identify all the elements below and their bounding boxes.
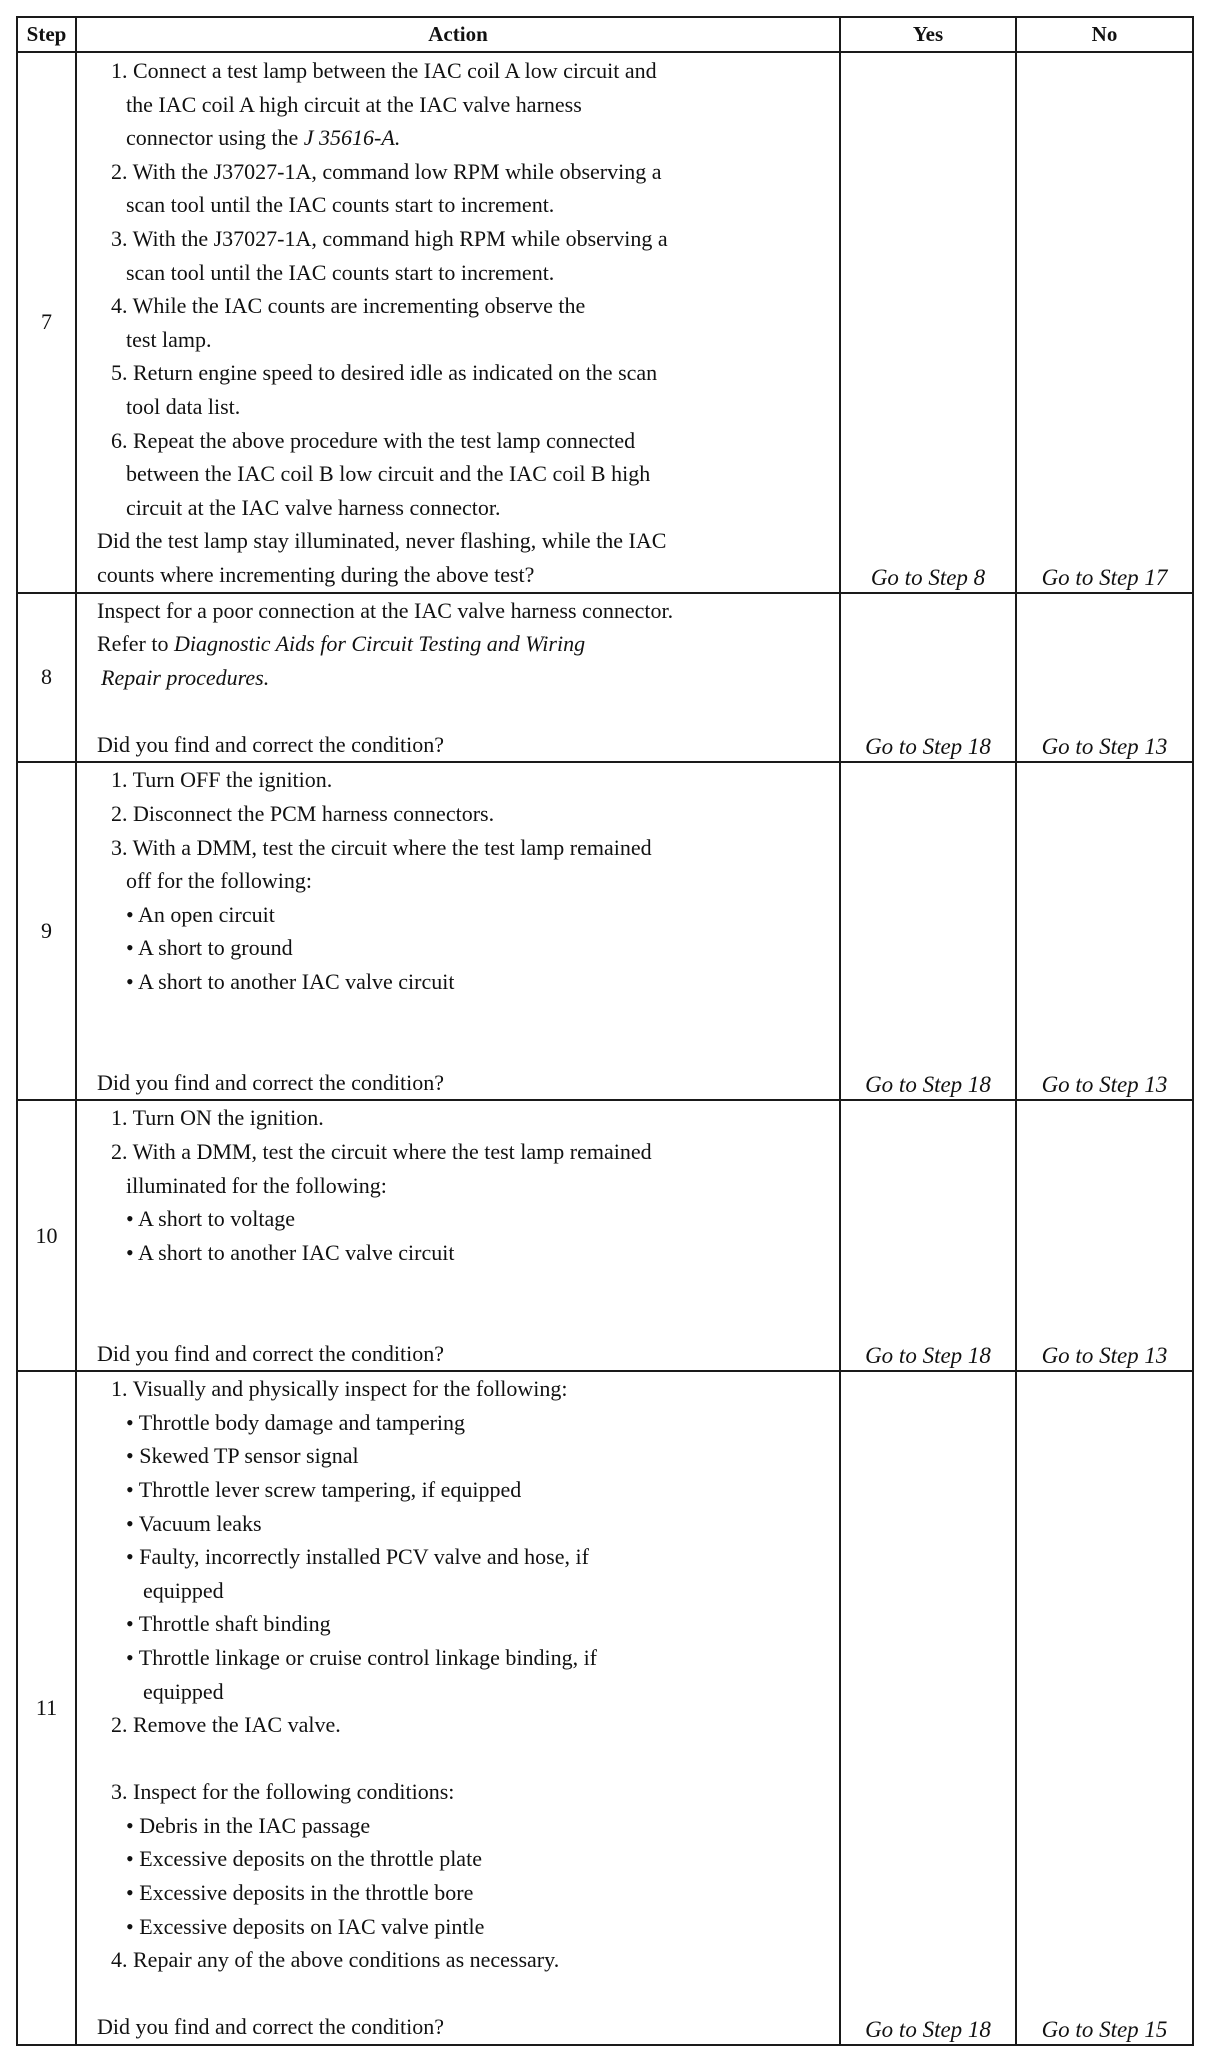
bullet-item: • An open circuit [126, 901, 275, 927]
bullet-item: • Throttle lever screw tampering, if equipped [126, 1476, 522, 1502]
action-line: 2. With the J37027-1A, command low RPM while observing a [111, 158, 662, 184]
bullet-item: • A short to another IAC valve circuit [126, 1239, 455, 1265]
action-line: 2. Remove the IAC valve. [111, 1712, 341, 1738]
action-cell [76, 1371, 840, 2045]
action-line: 3. With the J37027-1A, command high RPM while observing a [111, 225, 668, 251]
action-line: 1. Turn ON the ignition. [111, 1105, 324, 1131]
question-line: Did the test lamp stay illuminated, never flashing, while the IAC [97, 528, 667, 554]
action-line: test lamp. [126, 326, 212, 352]
action-line: tool data list. [126, 393, 241, 419]
bullet-item: • Throttle shaft binding [126, 1611, 331, 1637]
header-action: Action [76, 17, 840, 52]
yes-cell: Go to Step 8 [840, 52, 1016, 593]
action-line: 4. While the IAC counts are incrementing observe the [111, 293, 586, 319]
bullet-item: • Excessive deposits on IAC valve pintle [126, 1913, 485, 1939]
table-row [17, 593, 1193, 763]
action-line: 4. Repair any of the above conditions as necessary. [111, 1947, 560, 1973]
table-row [17, 1100, 1193, 1371]
bullet-item: • Vacuum leaks [126, 1510, 262, 1536]
question-line: Did you find and correct the condition? [97, 1069, 445, 1095]
action-line: scan tool until the IAC counts start to increment. [126, 192, 555, 218]
yes-cell: Go to Step 18 [840, 1371, 1016, 2045]
action-cell [76, 52, 840, 593]
header-row [17, 17, 1193, 52]
yes-cell: Go to Step 18 [840, 762, 1016, 1100]
table-row [17, 52, 1193, 593]
action-line: 3. With a DMM, test the circuit where the test lamp remained [111, 834, 652, 860]
action-line: between the IAC coil B low circuit and the IAC coil B high [126, 461, 651, 487]
bullet-item: • Faulty, incorrectly installed PCV valve and hose, if [126, 1544, 589, 1570]
no-cell: Go to Step 15 [1016, 1371, 1193, 2045]
bullet-item: • A short to another IAC valve circuit [126, 969, 455, 995]
action-cell [76, 593, 840, 763]
no-cell: Go to Step 13 [1016, 1100, 1193, 1371]
action-line [77, 627, 839, 661]
header-yes: Yes [840, 17, 1016, 52]
action-line: Repair procedures. [101, 664, 270, 690]
action-line: scan tool until the IAC counts start to increment. [126, 259, 555, 285]
action-line: 1. Visually and physically inspect for the following: [111, 1376, 568, 1402]
bullet-continuation: equipped [143, 1577, 224, 1603]
action-line: 5. Return engine speed to desired idle as indicated on the scan [111, 360, 658, 386]
question-line: Did you find and correct the condition? [97, 2014, 445, 2040]
question-line: Did you find and correct the condition? [97, 731, 445, 757]
header-no: No [1016, 17, 1193, 52]
bullet-item: • Excessive deposits on the throttle plate [126, 1846, 482, 1872]
bullet-continuation: equipped [143, 1678, 224, 1704]
action-line: 3. Inspect for the following conditions: [111, 1779, 455, 1805]
step-number: 10 [17, 1100, 76, 1371]
action-text: connector using the [126, 125, 304, 151]
tool-reference: J 35616-A. [303, 125, 401, 151]
action-cell [76, 1100, 840, 1371]
action-line: 2. With a DMM, test the circuit where the test lamp remained [111, 1139, 652, 1164]
header-step: Step [17, 17, 76, 52]
action-text: Refer to [97, 631, 174, 657]
bullet-item: • Skewed TP sensor signal [126, 1443, 359, 1469]
no-cell: Go to Step 13 [1016, 593, 1193, 763]
bullet-item: • Throttle linkage or cruise control linkage binding, if [126, 1644, 598, 1670]
action-line: illuminated for the following: [126, 1172, 387, 1198]
step-number: 11 [17, 1371, 76, 2045]
reference-link-text: Diagnostic Aids for Circuit Testing and Wiring [173, 631, 586, 657]
yes-cell: Go to Step 18 [840, 1100, 1016, 1371]
action-line: 1. Turn OFF the ignition. [111, 767, 333, 793]
no-cell: Go to Step 13 [1016, 762, 1193, 1100]
action-line: 2. Disconnect the PCM harness connectors. [111, 801, 495, 827]
bullet-item: • A short to ground [126, 935, 293, 961]
no-cell: Go to Step 17 [1016, 52, 1193, 593]
action-line: off for the following: [126, 868, 312, 894]
action-line: 6. Repeat the above procedure with the test lamp connected [111, 427, 636, 453]
bullet-item: • A short to voltage [126, 1206, 296, 1232]
table-row [17, 1371, 1193, 2045]
table-row [17, 762, 1193, 1100]
action-line: 1. Connect a test lamp between the IAC coil A low circuit and [111, 58, 657, 83]
action-line: circuit at the IAC valve harness connector. [126, 494, 501, 520]
action-line [77, 121, 839, 155]
bullet-item: • Excessive deposits in the throttle bore [126, 1880, 474, 1906]
action-line: Inspect for a poor connection at the IAC valve harness connector. [97, 597, 674, 623]
step-number: 9 [17, 762, 76, 1100]
bullet-item: • Throttle body damage and tampering [126, 1409, 466, 1435]
diagnostic-table [16, 16, 1194, 2046]
step-number: 8 [17, 593, 76, 763]
action-cell [76, 762, 840, 1100]
yes-cell: Go to Step 18 [840, 593, 1016, 763]
question-line: Did you find and correct the condition? [97, 1340, 445, 1366]
action-line: the IAC coil A high circuit at the IAC valve harness [126, 91, 582, 117]
bullet-item: • Debris in the IAC passage [126, 1812, 371, 1838]
question-line: counts where incrementing during the above test? [97, 561, 535, 587]
step-number: 7 [17, 52, 76, 593]
